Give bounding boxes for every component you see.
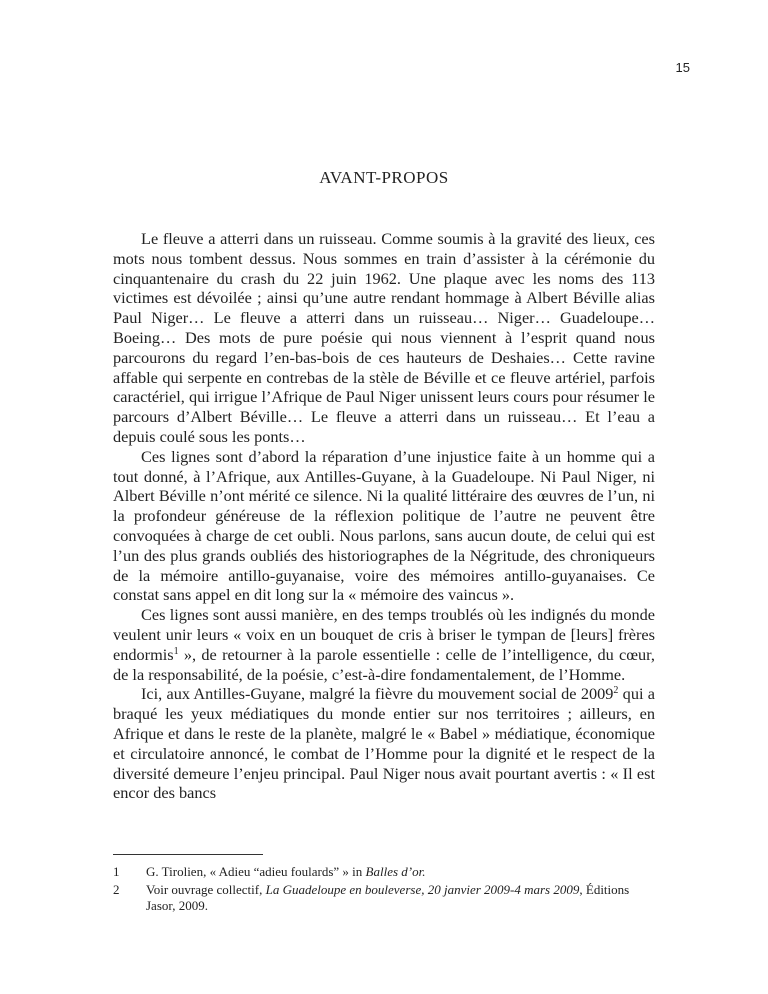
paragraph-2: Ces lignes sont d’abord la réparation d’une injustice faite à un homme qui a tout donné, à l’Afrique, aux Antilles-Guyane, à la Guadeloupe. Ni Paul Niger, ni Albert Béville n’ont mérité ce silence. Ni la qualité littéraire des œuvres de l’un, ni la profondeur généreuse de la réflexion politique de l’autre ne peuvent être convoquées à charge de cet oubli. Nous parlons, sans aucun doute, de celui qui est l’un des plus grands oubliés des historiographes de la Négritude, des chroniqueurs de la mémoire antillo-guyanaise, voire des mémoires antillo-guyanaises. Ce constat sans appel en dit long sur la « mémoire des vaincus ». [113, 446, 655, 605]
body-text [113, 229, 655, 803]
footnote-text-italic: Balles d’or. [365, 864, 426, 879]
footnote-text-plain: Voir ouvrage collectif, [146, 882, 266, 897]
footnote-ref-1: 1 [173, 645, 179, 657]
footnote-2 [113, 882, 655, 914]
paragraph-3-text-a: Ces lignes sont aussi manière, en des temps troublés où les indignés du monde veulent unir leurs « voix en un bouquet de cris à briser le tympan de [leurs] frères endormis [113, 605, 655, 664]
paragraph-4-text-a: Ici, aux Antilles-Guyane, malgré la fièvre du mouvement social de 2009 [141, 684, 614, 704]
footnote-1 [113, 864, 655, 880]
paragraph-1: Le fleuve a atterri dans un ruisseau. Comme soumis à la gravité des lieux, ces mots nous tombent dessus. Nous sommes en train d’assister à la cérémonie du cinquantenaire du crash du 22 juin 1962. Une plaque avec les noms des 113 victimes est dévoilée ; ainsi qu’une autre rendant hommage à Albert Béville alias Paul Niger… Le fleuve a atterri dans un ruisseau… Niger… Guadeloupe… Boeing… Des mots de pure poésie qui nous viennent à l’esprit quand nous parcourons du regard l’en-bas-bois de ces hauteurs de Deshaies… Cette ravine affable qui serpente en contrebas de la stèle de Béville et ce fleuve artériel, parfois caractériel, qui irrigue l’Afrique de Paul Niger unissent leurs cours pour résumer le parcours d’Albert Béville… Le fleuve a atterri dans un ruisseau… Et l’eau a depuis coulé sous les ponts… [113, 229, 655, 446]
paragraph-4-text-b: qui a braqué les yeux médiatiques du monde entier sur nos territoires ; ailleurs, en Afrique et dans le reste de la planète, malgré le « Babel » médiatique, économique et circulatoire annoncé, le combat de l’Homme pour la dignité et le respect de la diversité demeure l’enjeu principal. Paul Niger nous avait pourtant avertis : « Il est encor des bancs [113, 684, 655, 803]
chapter-title: AVANT-PROPOS [319, 168, 449, 187]
footnote-text-plain: G. Tirolien, « Adieu “adieu foulards” » in [146, 864, 366, 879]
paragraph-3-text-b: », de retourner à la parole essentielle : celle de l’intelligence, du cœur, de la responsabilité, de la poésie, c’est-à-dire fondamentalement, de l’Homme. [113, 644, 655, 684]
page-number: 15 [675, 60, 690, 75]
footnote-number: 1 [113, 864, 120, 879]
footnote-text-tail: , Éditions Jasor, 2009. [146, 882, 630, 913]
paragraph-3 [113, 605, 655, 684]
paragraph-4 [113, 684, 655, 803]
footnotes [113, 864, 655, 916]
footnote-number: 2 [113, 882, 120, 897]
footnote-divider [113, 854, 263, 855]
footnote-text [146, 864, 655, 880]
footnote-ref-2: 2 [613, 685, 619, 697]
footnote-text-italic: La Guadeloupe en bouleverse, 20 janvier 2009-4 mars 2009 [265, 882, 580, 897]
footnote-text [146, 882, 655, 914]
